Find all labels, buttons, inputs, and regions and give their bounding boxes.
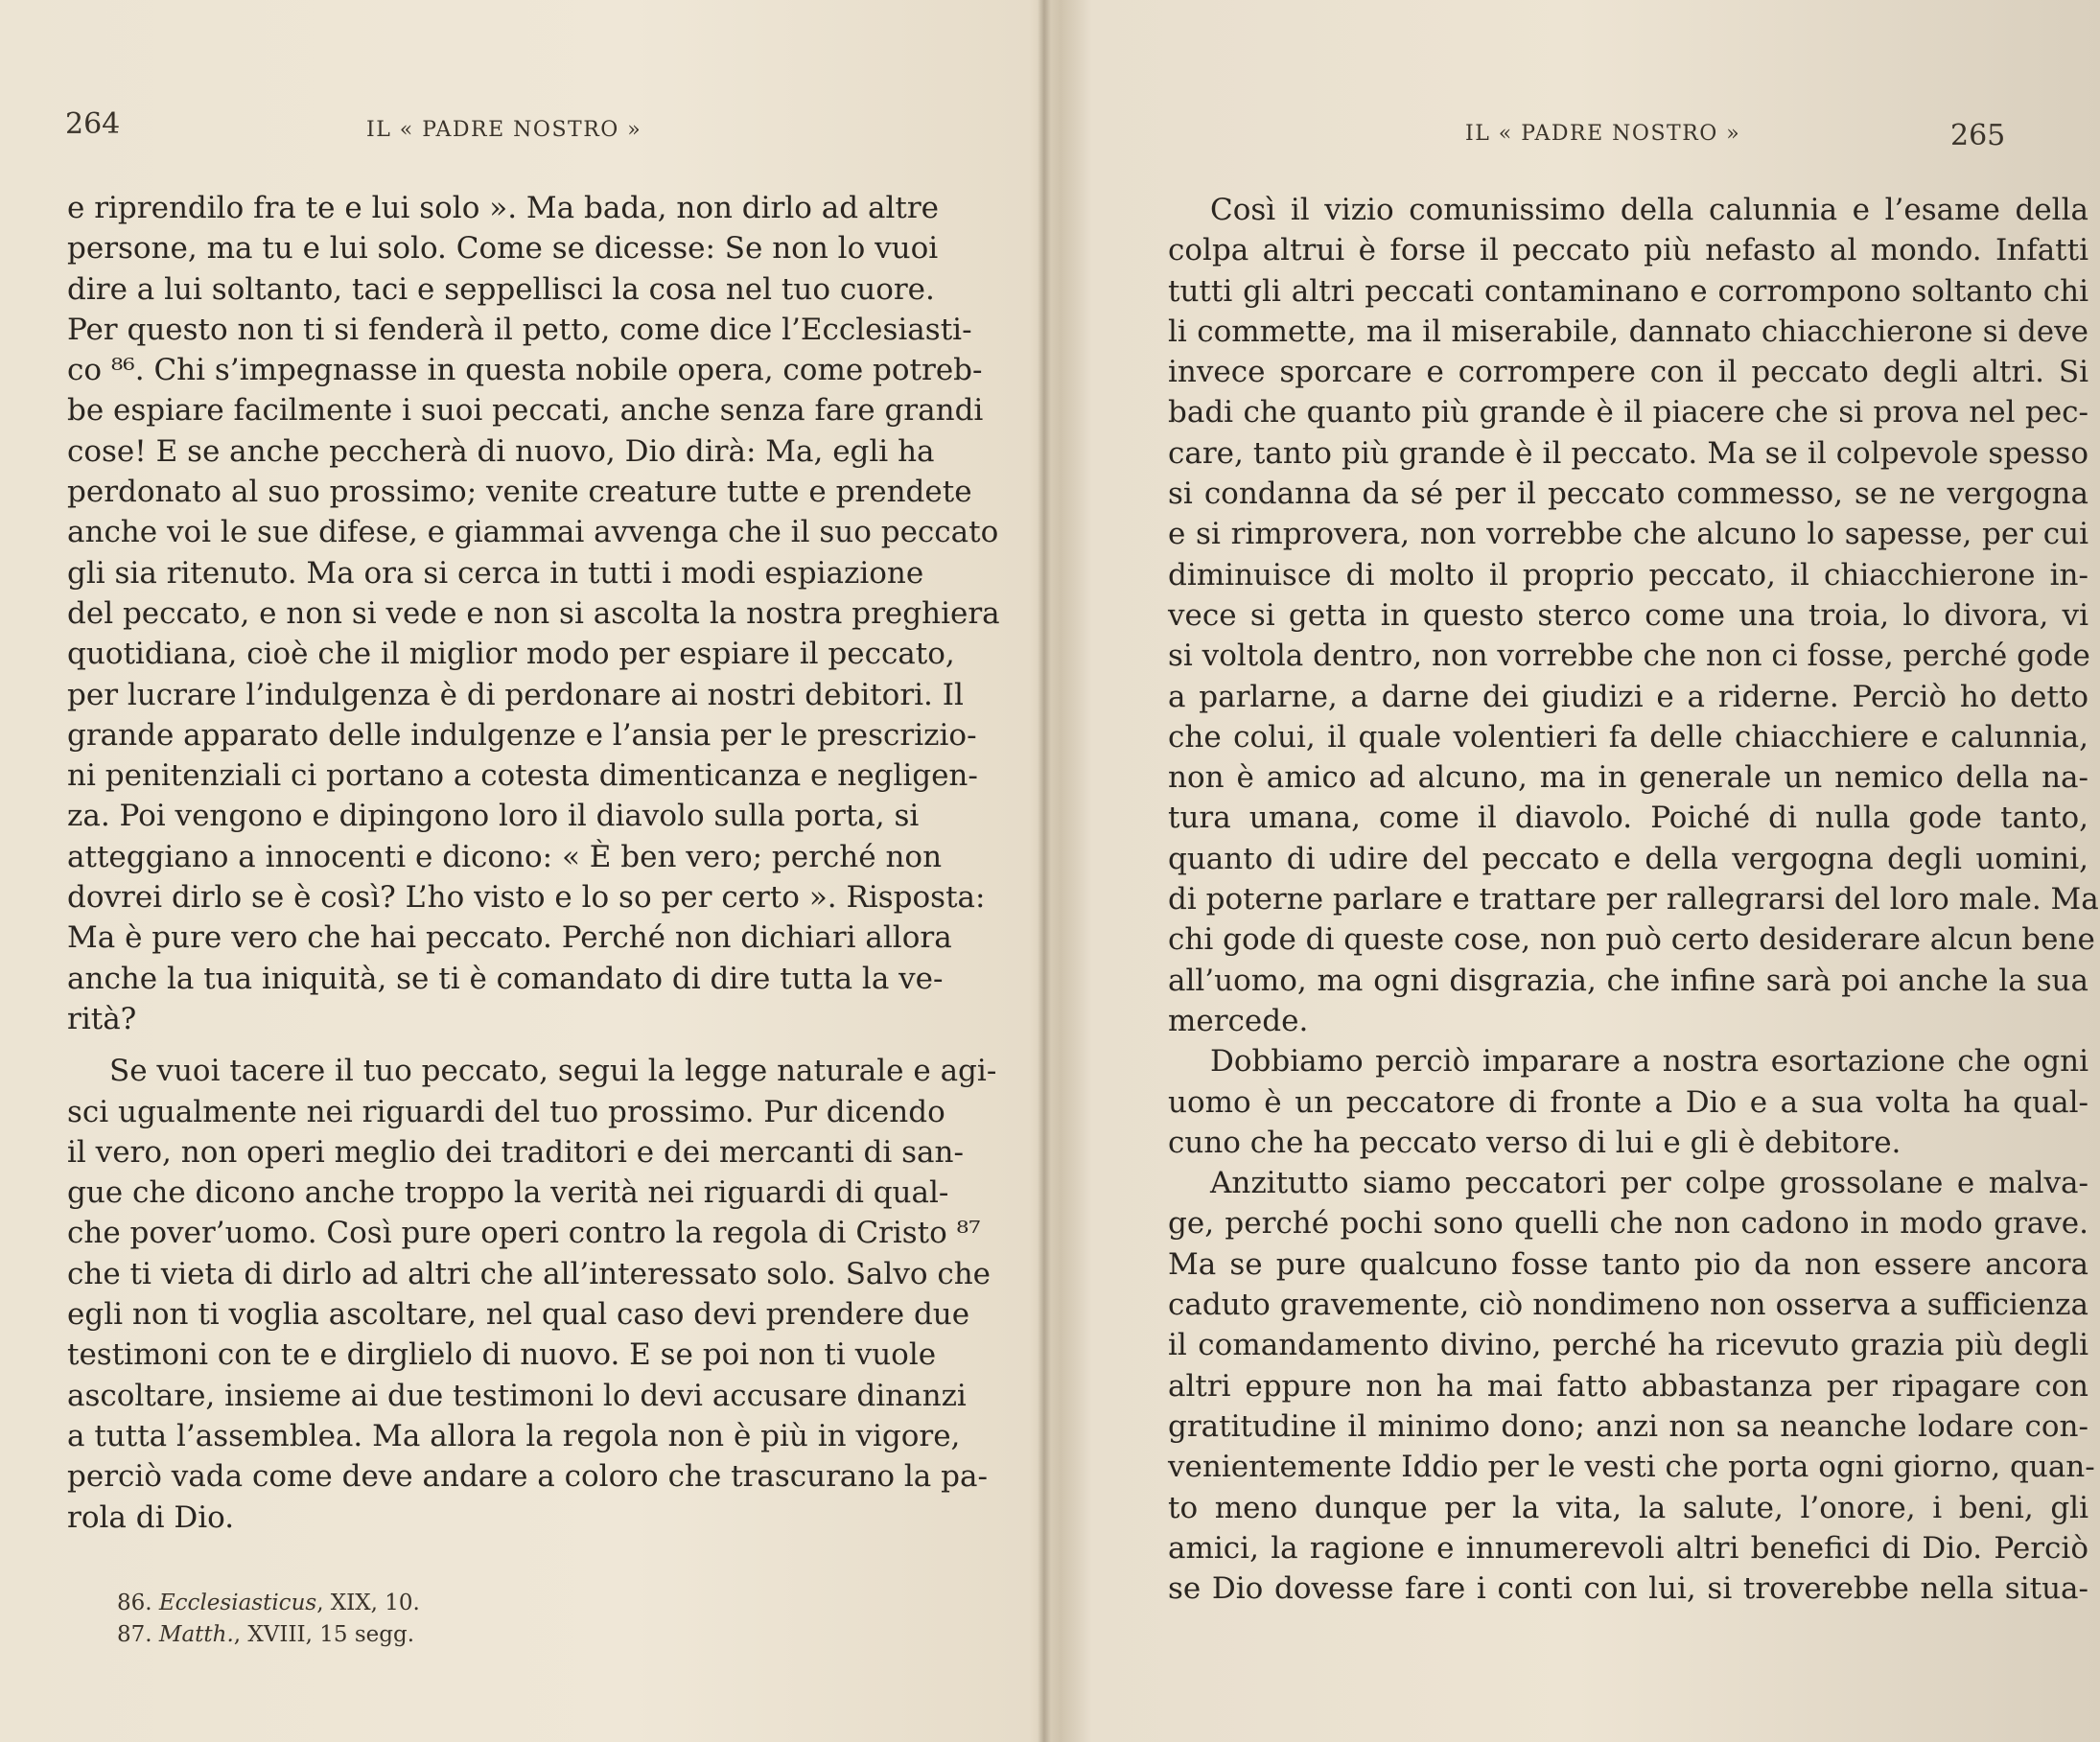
text-line: caduto gravemente, ciò nondimeno non osserva a sufficienza xyxy=(1168,1288,2088,1323)
text-line: all’uomo, ma ogni disgrazia, che infine sarà poi anche la sua xyxy=(1168,963,2088,998)
text-line: invece sporcare e corrompere con il peccato degli altri. Si xyxy=(1168,355,2088,390)
text-line: care, tanto più grande è il peccato. Ma se il colpevole spesso xyxy=(1168,435,2088,471)
text-line: anche voi le sue difese, e giammai avvenga che il suo peccato xyxy=(67,515,999,550)
text-line: Anzitutto siamo peccatori per colpe grossolane e malva- xyxy=(1210,1166,2088,1201)
text-line: perdonato al suo prossimo; venite creature tutte e prendete xyxy=(67,475,972,510)
footnote-number: 87. xyxy=(117,1622,152,1647)
text-line: e riprendilo fra te e lui solo ». Ma bada, non dirlo ad altre xyxy=(67,191,940,225)
footnote xyxy=(117,1588,420,1619)
text-line: tura umana, come il diavolo. Poiché di nulla gode tanto, xyxy=(1168,801,2088,836)
text-line: quanto di udire del peccato e della vergogna degli uomini, xyxy=(1168,841,2088,876)
book-gutter xyxy=(1038,0,1051,1742)
text-line: altri eppure non ha mai fatto abbastanza per ripagare con xyxy=(1168,1368,2088,1404)
text-line: gue che dicono anche troppo la verità nei riguardi di qual- xyxy=(67,1175,949,1211)
text-line: Se vuoi tacere il tuo peccato, segui la legge naturale e agi- xyxy=(109,1054,997,1089)
text-line: chi gode di queste cose, non può certo desiderare alcun bene xyxy=(1168,922,2095,958)
text-line: a parlarne, a darne dei giudizi e a riderne. Perciò ho detto xyxy=(1168,679,2088,714)
text-line: non è amico ad alcuno, ma in generale un nemico della na- xyxy=(1168,760,2088,796)
text-line: persone, ma tu e lui solo. Come se dicesse: Se non lo vuoi xyxy=(67,231,939,267)
text-line: che colui, il quale volentieri fa delle chiacchiere e calunnia, xyxy=(1168,719,2088,755)
text-line: ni penitenziali ci portano a cotesta dimenticanza e negligen- xyxy=(67,758,978,794)
text-line: il comandamento divino, perché ha ricevuto grazia più degli xyxy=(1168,1328,2088,1363)
footnotes xyxy=(117,1588,420,1651)
text-line: cuno che ha peccato verso di lui e gli è debitore. xyxy=(1168,1125,1902,1160)
text-line: e si rimprovera, non vorrebbe che alcuno lo sapesse, per cui xyxy=(1168,517,2088,552)
text-line: dovrei dirlo se è così? L’ho visto e lo so per certo ». Risposta: xyxy=(67,880,986,916)
text-line: badi che quanto più grande è il piacere che si prova nel pec- xyxy=(1168,395,2088,430)
text-line: gli sia ritenuto. Ma ora si cerca in tutti i modi espiazione xyxy=(67,555,924,591)
text-line: co ⁸⁶. Chi s’impegnasse in questa nobile opera, come potreb- xyxy=(67,353,983,388)
text-line: si voltola dentro, non vorrebbe che non ci fosse, perché gode xyxy=(1168,639,2090,674)
text-line: diminuisce di molto il proprio peccato, il chiacchierone in- xyxy=(1168,557,2088,592)
text-line: za. Poi vengono e dipingono loro il diavolo sulla porta, si xyxy=(67,799,920,834)
footnote-ref: Ecclesiasticus xyxy=(158,1591,317,1615)
text-line: Ma è pure vero che hai peccato. Perché non dichiari allora xyxy=(67,920,952,956)
text-line: rola di Dio. xyxy=(67,1499,235,1535)
page-number: 264 xyxy=(65,107,121,141)
text-line: venientemente Iddio per le vesti che porta ogni giorno, quan- xyxy=(1168,1450,2095,1485)
text-line: per lucrare l’indulgenza è di perdonare ai nostri debitori. Il xyxy=(67,677,964,712)
footnote xyxy=(117,1619,420,1651)
text-line: tutti gli altri peccati contaminano e corrompono soltanto chi xyxy=(1168,273,2088,309)
text-line: li commette, ma il miserabile, dannato chiacchierone si deve xyxy=(1168,314,2088,349)
running-head: IL « PADRE NOSTRO » xyxy=(366,118,642,142)
text-line: vece si getta in questo sterco come una troia, lo divora, vi xyxy=(1168,597,2088,633)
text-line: rità? xyxy=(67,1001,137,1036)
text-line: che pover’uomo. Così pure operi contro la regola di Cristo ⁸⁷ xyxy=(67,1216,981,1251)
text-line: quotidiana, cioè che il miglior modo per espiare il peccato, xyxy=(67,637,955,672)
text-line: amici, la ragione e innumerevoli altri benefici di Dio. Perciò xyxy=(1168,1530,2088,1566)
text-line: testimoni con te e dirglielo di nuovo. E se poi non ti vuole xyxy=(67,1337,937,1373)
footnote-text: , XIX, 10. xyxy=(316,1591,420,1615)
text-line: colpa altrui è forse il peccato più nefasto al mondo. Infatti xyxy=(1168,233,2088,268)
text-line: il vero, non operi meglio dei traditori e dei mercanti di san- xyxy=(67,1134,964,1170)
text-line: atteggiano a innocenti e dicono: « È ben vero; perché non xyxy=(67,839,943,874)
text-line: egli non ti voglia ascoltare, nel qual caso devi prendere due xyxy=(67,1297,970,1333)
text-line: grande apparato delle indulgenze e l’ansia per le prescrizio- xyxy=(67,717,977,753)
text-line: perciò vada come deve andare a coloro che trascurano la pa- xyxy=(67,1459,988,1495)
text-line: sci ugualmente nei riguardi del tuo prossimo. Pur dicendo xyxy=(67,1094,945,1129)
page-number: 265 xyxy=(1950,119,2006,152)
footnote-ref: Matth. xyxy=(158,1622,234,1647)
text-line: del peccato, e non si vede e non si ascolta la nostra preghiera xyxy=(67,595,1000,631)
text-line: ascoltare, insieme ai due testimoni lo devi accusare dinanzi xyxy=(67,1378,967,1413)
text-line: cose! E se anche peccherà di nuovo, Dio dirà: Ma, egli ha xyxy=(67,433,935,469)
text-line: ge, perché pochi sono quelli che non cadono in modo grave. xyxy=(1168,1206,2088,1242)
text-line: Così il vizio comunissimo della calunnia e l’esame della xyxy=(1210,193,2088,227)
right-page xyxy=(1051,0,2100,1742)
text-line: Dobbiamo perciò imparare a nostra esortazione che ogni xyxy=(1210,1044,2088,1080)
text-line: si condanna da sé per il peccato commesso, se ne vergogna xyxy=(1168,476,2088,512)
text-line: se Dio dovesse fare i conti con lui, si troverebbe nella situa- xyxy=(1168,1571,2088,1607)
text-line: di poterne parlare e trattare per rallegrarsi del loro male. Ma xyxy=(1168,882,2099,917)
text-line: Per questo non ti si fenderà il petto, come dice l’Ecclesiasti- xyxy=(67,312,972,347)
text-line: to meno dunque per la vita, la salute, l’onore, i beni, gli xyxy=(1168,1490,2088,1525)
text-line: Ma se pure qualcuno fosse tanto pio da non essere ancora xyxy=(1168,1246,2088,1282)
footnote-number: 86. xyxy=(117,1591,152,1615)
text-line: a tutta l’assemblea. Ma allora la regola non è più in vigore, xyxy=(67,1418,961,1453)
left-page xyxy=(0,0,1038,1742)
text-line: gratitudine il minimo dono; anzi non sa neanche lodare con- xyxy=(1168,1408,2088,1444)
text-line: anche la tua iniquità, se ti è comandato di dire tutta la ve- xyxy=(67,961,944,996)
left-body-text xyxy=(67,188,1000,1538)
running-head: IL « PADRE NOSTRO » xyxy=(1465,122,1741,146)
text-line: be espiare facilmente i suoi peccati, anche senza fare grandi xyxy=(67,393,984,429)
right-body-text xyxy=(1168,190,2099,1609)
text-line: uomo è un peccatore di fronte a Dio e a sua volta ha qual- xyxy=(1168,1084,2088,1120)
text-line: che ti vieta di dirlo ad altri che all’interessato solo. Salvo che xyxy=(67,1256,992,1291)
text-line: dire a lui soltanto, taci e seppellisci la cosa nel tuo cuore. xyxy=(67,271,935,307)
text-line: mercede. xyxy=(1168,1003,1309,1038)
footnote-text: , XVIII, 15 segg. xyxy=(233,1622,414,1647)
